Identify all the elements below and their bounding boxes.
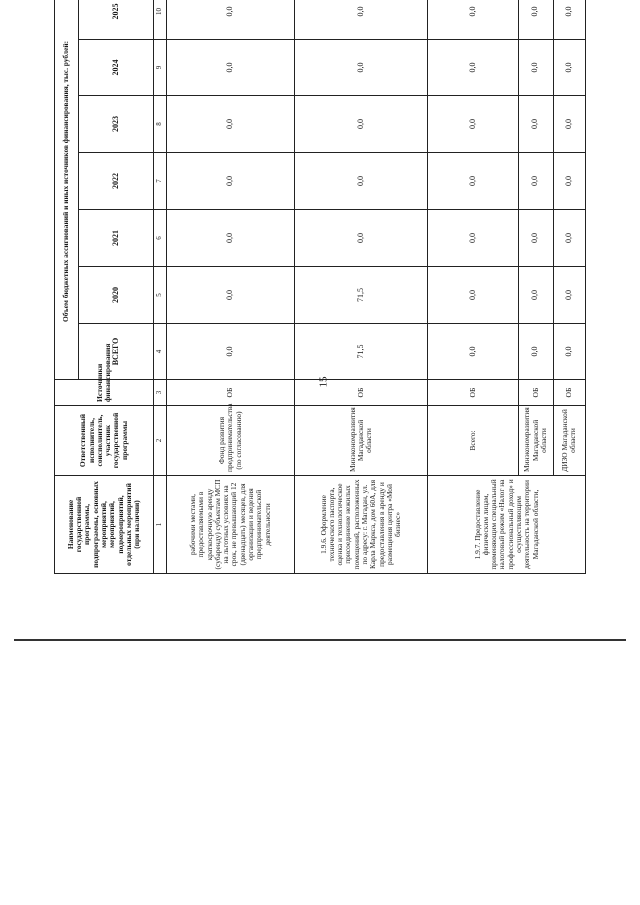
row-value: 0,0 [553, 267, 585, 324]
row-source: ОБ [553, 380, 585, 406]
row-value: 0,0 [428, 0, 519, 40]
row-source: ОБ [167, 380, 294, 406]
header-responsible: Ответственный исполнитель, соисполнитель, участник государственной программы [55, 406, 154, 476]
row-responsible: ДИЗО Магаданской области [553, 406, 585, 476]
row-source: ОБ [294, 380, 428, 406]
row-responsible: Всего: [428, 406, 519, 476]
header-source: Источники финансирования [55, 380, 154, 406]
row-value: 0,0 [519, 40, 554, 96]
header-year-2024: 2024 [78, 40, 154, 96]
row-value: 0,0 [553, 153, 585, 210]
row-value: 0,0 [167, 267, 294, 324]
index-cell: 5 [154, 267, 167, 324]
row-value: 0,0 [294, 96, 428, 153]
table-row [294, 0, 428, 574]
row-value: 0,0 [553, 40, 585, 96]
row-value: 0,0 [553, 210, 585, 267]
header-year-2023: 2023 [78, 96, 154, 153]
table-row [428, 0, 519, 574]
header-year-2021: 2021 [78, 210, 154, 267]
row-value: 0,0 [428, 40, 519, 96]
row-value: 0,0 [167, 96, 294, 153]
row-responsible: Минэкономразвития Магаданской области [294, 406, 428, 476]
row-value: 0,0 [294, 40, 428, 96]
row-value: 0,0 [519, 96, 554, 153]
row-value: 0,0 [519, 324, 554, 380]
header-name: Наименование государственной программы, подпрограммы, основных мероприятий, мероприятий, подмероприятий, отдельных мероприятий (при наличии) [55, 476, 154, 574]
row-name: рабочими местами, предоставляемыми в краткосрочную аренду (субаренду) субъектам МСП на льготных условиях на срок, не превышающий 12 (двенадцать) месяцев, для организации и ведения предпринимательской деятельности [167, 476, 294, 574]
row-value: 0,0 [167, 210, 294, 267]
funding-table [54, 0, 586, 574]
row-value: 0,0 [167, 40, 294, 96]
row-source: ОБ [519, 380, 554, 406]
row-value: 0,0 [519, 0, 554, 40]
index-cell: 3 [154, 380, 167, 406]
row-value: 71,5 [294, 267, 428, 324]
index-cell: 9 [154, 40, 167, 96]
row-value: 0,0 [428, 96, 519, 153]
row-value: 0,0 [519, 210, 554, 267]
row-responsible: Минэкономразвития Магаданской области [519, 406, 554, 476]
row-responsible: Фонд развития предпринимательства (по согласованию) [167, 406, 294, 476]
index-cell: 4 [154, 324, 167, 380]
header-year-2022: 2022 [78, 153, 154, 210]
row-value: 0,0 [553, 0, 585, 40]
header-year-2025: 2025 [78, 0, 154, 40]
index-cell: 8 [154, 96, 167, 153]
header-year-2020: 2020 [78, 267, 154, 324]
page-divider [14, 639, 626, 641]
header-funding: Объем бюджетных ассигнований и иных источников финансирования, тыс. рублей: [55, 0, 79, 380]
row-value: 0,0 [294, 210, 428, 267]
index-cell: 7 [154, 153, 167, 210]
row-value: 0,0 [428, 324, 519, 380]
row-value: 0,0 [553, 96, 585, 153]
row-value: 0,0 [167, 153, 294, 210]
row-value: 0,0 [428, 267, 519, 324]
row-value: 71,5 [294, 324, 428, 380]
row-value: 0,0 [428, 210, 519, 267]
index-cell: 10 [154, 0, 167, 40]
table-row [167, 0, 294, 574]
row-value: 0,0 [553, 324, 585, 380]
row-value: 0,0 [167, 0, 294, 40]
page-number: 15 [317, 376, 330, 388]
row-name: 1.9.6. Оформление технического паспорта, оценка и технологическое присоединение нежилых помещений, расположенных по адресу: г. Магадан, ул. Карла Маркса, дом 60А, для предоставления в аренду и размещения центра «Мой бизнес» [294, 476, 428, 574]
index-row [154, 0, 167, 574]
index-cell: 1 [154, 476, 167, 574]
index-cell: 6 [154, 210, 167, 267]
row-value: 0,0 [428, 153, 519, 210]
rotated-table-container [54, 0, 586, 574]
row-name: 1.9.7. Предоставление физическим лицам, применяющим специальный налоговый режим «Налог на профессиональный доход» и осуществляющим деятельность на территории Магаданской области, [428, 476, 586, 574]
row-value: 0,0 [294, 153, 428, 210]
row-value: 0,0 [294, 0, 428, 40]
row-value: 0,0 [519, 267, 554, 324]
row-value: 0,0 [167, 324, 294, 380]
header-year-total: ВСЕГО [78, 324, 154, 380]
index-cell: 2 [154, 406, 167, 476]
row-source: ОБ [428, 380, 519, 406]
row-value: 0,0 [519, 153, 554, 210]
